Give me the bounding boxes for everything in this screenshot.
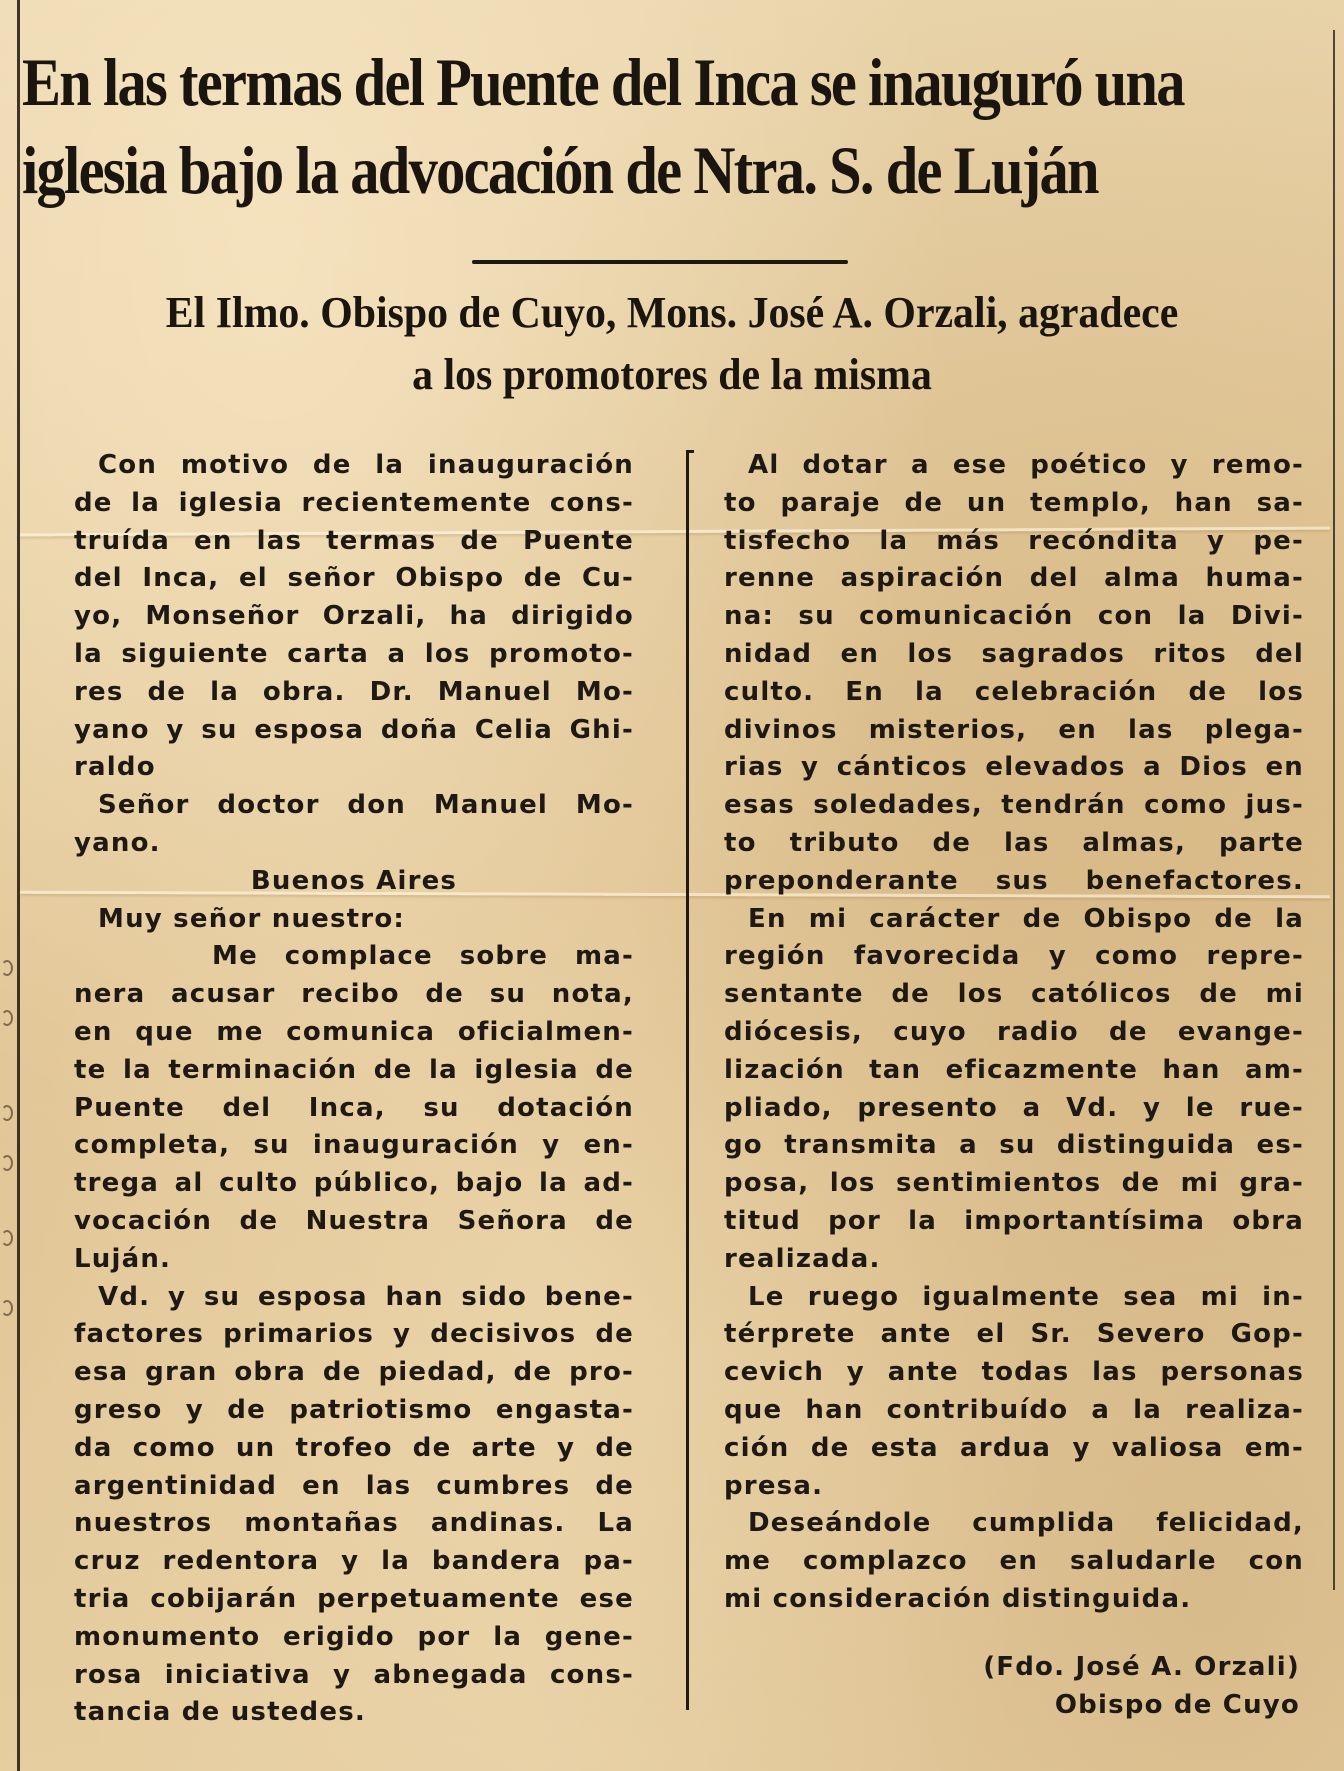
text-line: Buenos Aires (250, 865, 458, 896)
text-line: ción de esta ardua y valiosa em- (724, 1432, 1304, 1463)
signature-block (860, 1648, 1300, 1724)
text-line: nidad en los sagrados ritos del (724, 638, 1304, 669)
text-line: región favorecida y como repre- (724, 941, 1304, 972)
text-line: tria cobijarán perpetuamente ese (74, 1583, 634, 1614)
text-line: rosa iniciativa y abnegada cons- (74, 1659, 634, 1690)
text-line: Puente del Inca, su dotación (74, 1092, 634, 1123)
text-line: monumento erigido por la gene- (74, 1621, 634, 1652)
text-line: trega al culto público, bajo la ad- (74, 1168, 634, 1199)
text-line: go transmita a su distinguida es- (724, 1130, 1304, 1161)
text-line: cruz redentora y la bandera pa- (74, 1546, 634, 1577)
right-column-rule (1333, 30, 1335, 1590)
text-line: del Inca, el señor Obispo de Cu- (74, 563, 634, 594)
subheadline (55, 282, 1290, 406)
signature-title: Obispo de Cuyo (1054, 1690, 1300, 1720)
text-line: argentinidad en las cumbres de (74, 1470, 634, 1501)
text-line: Luján. (74, 1243, 172, 1274)
text-line: Deseándole cumplida felicidad, (748, 1508, 1304, 1539)
text-line: res de la obra. Dr. Manuel Mo- (74, 676, 634, 707)
text-line: truída en las termas de Puente (74, 525, 634, 556)
text-line: completa, su inauguración y en- (74, 1130, 634, 1161)
text-line: rias y cánticos elevados a Dios en (724, 752, 1304, 783)
text-line: esas soledades, tendrán como jus- (724, 790, 1304, 821)
headline-divider (472, 260, 848, 264)
text-line: lización tan eficazmente han am- (724, 1054, 1304, 1085)
text-line: diócesis, cuyo radio de evange- (724, 1016, 1304, 1047)
text-line: cevich y ante todas las personas (724, 1357, 1304, 1388)
text-line: tancia de ustedes. (74, 1697, 366, 1728)
text-line: preponderante sus benefactores. (724, 865, 1304, 896)
left-column (74, 447, 634, 1732)
left-column-rule (17, 0, 20, 1771)
headline-line-2: iglesia bajo la advocación de Ntra. S. de Luján (22, 132, 1098, 208)
text-line: vocación de Nuestra Señora de (74, 1205, 634, 1236)
headline-line-1: En las termas del Puente del Inca se inauguró una (22, 44, 1184, 120)
text-line: Muy señor nuestro: (98, 903, 405, 934)
text-line: Con motivo de la inauguración (98, 450, 634, 480)
column-divider (686, 450, 689, 1710)
text-line: tisfecho la más recóndita y pe- (724, 525, 1304, 556)
text-line: Al dotar a ese poético y remo- (748, 450, 1304, 480)
text-line: nera acusar recibo de su nota, (74, 979, 634, 1010)
text-line: me complazco en saludarle con (724, 1546, 1304, 1577)
text-line: posa, los sentimientos de mi gra- (724, 1168, 1304, 1199)
text-line: yano. (74, 827, 161, 858)
text-line: la siguiente carta a los promoto- (74, 638, 634, 669)
text-line: Señor doctor don Manuel Mo- (98, 790, 634, 821)
text-line: Me complace sobre ma- (212, 941, 634, 972)
text-line: pliado, presento a Vd. y le rue- (724, 1092, 1304, 1123)
text-line: esa gran obra de piedad, de pro- (74, 1357, 634, 1388)
text-line: greso y de patriotismo engasta- (74, 1394, 634, 1425)
text-line: mi consideración distinguida. (724, 1583, 1192, 1614)
text-line: térprete ante el Sr. Severo Gop- (724, 1319, 1304, 1350)
text-line: Le ruego igualmente sea mi in- (748, 1281, 1304, 1312)
text-line: nuestros montañas andinas. La (74, 1508, 634, 1539)
adjacent-column-fragments (0, 0, 16, 1771)
text-line: en que me comunica oficialmen- (74, 1016, 634, 1047)
text-line: divinos misterios, en las plega- (724, 714, 1304, 745)
text-line: presa. (724, 1470, 824, 1501)
text-line: raldo (74, 752, 156, 783)
text-line: titud por la importantísima obra (724, 1205, 1304, 1236)
subheadline-line-1: El Ilmo. Obispo de Cuyo, Mons. José A. Orzali, agradece (165, 288, 1179, 337)
text-line: de la iglesia recientemente cons- (74, 487, 634, 518)
text-line: que han contribuído a la realiza- (724, 1394, 1304, 1425)
text-line: sentante de los católicos de mi (724, 979, 1304, 1010)
text-line: culto. En la celebración de los (724, 676, 1304, 707)
signature-name: (Fdo. José A. Orzali) (983, 1652, 1300, 1682)
headline (22, 38, 1184, 214)
text-line: da como un trofeo de arte y de (74, 1432, 634, 1463)
subheadline-line-2: a los promotores de la misma (412, 350, 932, 399)
text-line: te la terminación de la iglesia de (74, 1054, 634, 1085)
text-line: factores primarios y decisivos de (74, 1319, 634, 1350)
text-line: yano y su esposa doña Celia Ghi- (74, 714, 634, 745)
right-column (724, 447, 1304, 1619)
text-line: Vd. y su esposa han sido bene- (98, 1281, 634, 1312)
text-line: realizada. (724, 1243, 881, 1274)
text-line: to paraje de un templo, han sa- (724, 487, 1304, 518)
text-line: renne aspiración del alma huma- (724, 563, 1304, 594)
text-line: yo, Monseñor Orzali, ha dirigido (74, 601, 634, 632)
text-line: to tributo de las almas, parte (724, 827, 1304, 858)
text-line: na: su comunicación con la Divi- (724, 601, 1304, 632)
text-line: En mi carácter de Obispo de la (748, 903, 1304, 934)
